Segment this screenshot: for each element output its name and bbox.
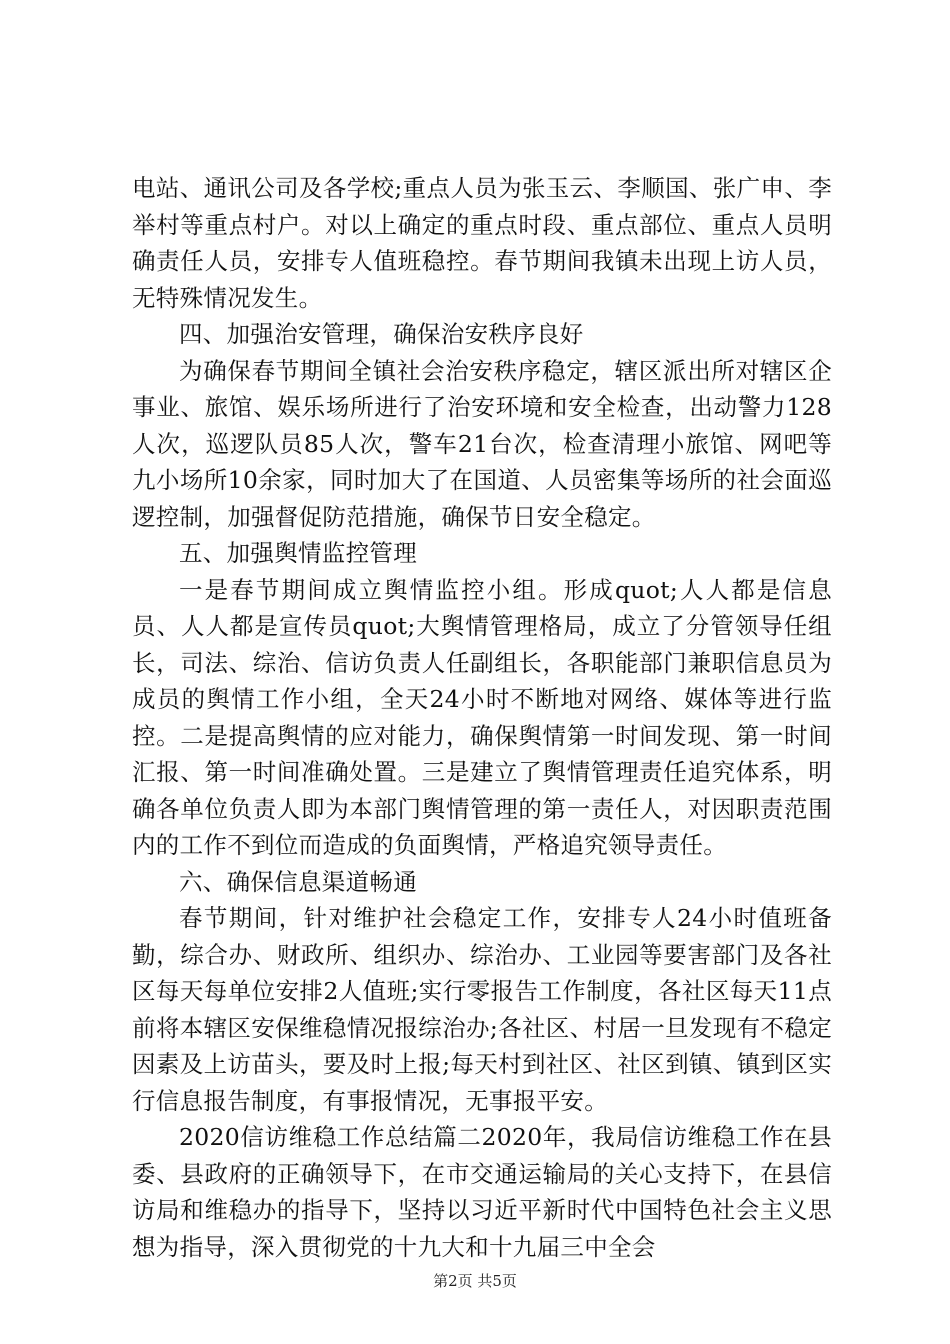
section-heading-4: 四、加强治安管理，确保治安秩序良好 [179,320,584,348]
paragraph-public-opinion: 一是春节期间成立舆情监控小组。形成quot;人人都是信息员、人人都是宣传员quot;大舆情管理格局，成立了分管领导任组长，司法、综治、信访负责人任副组长，各职能部门兼职信息员为成员的舆情工作小组，全天24小时不断地对网络、媒体等进行监控。二是提高舆情的应对能力，确保舆情第一时间发现、第一时间汇报、第一时间准确处置。三是建立了舆情管理责任追究体系，明确各单位负责人即为本部门舆情管理的第一责任人，对因职责范围内的工作不到位而造成的负面舆情，严格追究领导责任。 [132,575,832,859]
section-heading-5: 五、加强舆情监控管理 [179,539,417,567]
page-footer: 第2页 共5页 [433,1272,517,1290]
paragraph-security: 为确保春节期间全镇社会治安秩序稳定，辖区派出所对辖区企事业、旅馆、娱乐场所进行了治安环境和安全检查，出动警力128人次，巡逻队员85人次，警车21台次，检查清理小旅馆、网吧等九小场所10余家，同时加大了在国道、人员密集等场所的社会面巡逻控制，加强督促防范措施，确保节日安全稳定。 [132,356,832,531]
paragraph-summary-part-two: 2020信访维稳工作总结篇二2020年，我局信访维稳工作在县委、县政府的正确领导下，在市交通运输局的关心支持下，在县信访局和维稳办的指导下，坚持以习近平新时代中国特色社会主义思想为指导，深入贯彻党的十九大和十九届三中全会 [132,1123,832,1261]
section-heading-6: 六、确保信息渠道畅通 [179,867,417,896]
document-body [132,170,832,1265]
paragraph-continuation: 电站、通讯公司及各学校;重点人员为张玉云、李顺国、张广申、李举村等重点村户。对以上确定的重点时段、重点部位、重点人员明确责任人员，安排专人值班稳控。春节期间我镇未出现上访人员，无特殊情况发生。 [132,174,832,312]
paragraph-information: 春节期间，针对维护社会稳定工作，安排专人24小时值班备勤，综合办、财政所、组织办、综治办、工业园等要害部门及各社区每天每单位安排2人值班;实行零报告工作制度，各社区每天11点前将本辖区安保维稳情况报综治办;各社区、村居一旦发现有不稳定因素及上访苗头，要及时上报;每天村到社区、社区到镇、镇到区实行信息报告制度，有事报情况，无事报平安。 [132,904,832,1115]
